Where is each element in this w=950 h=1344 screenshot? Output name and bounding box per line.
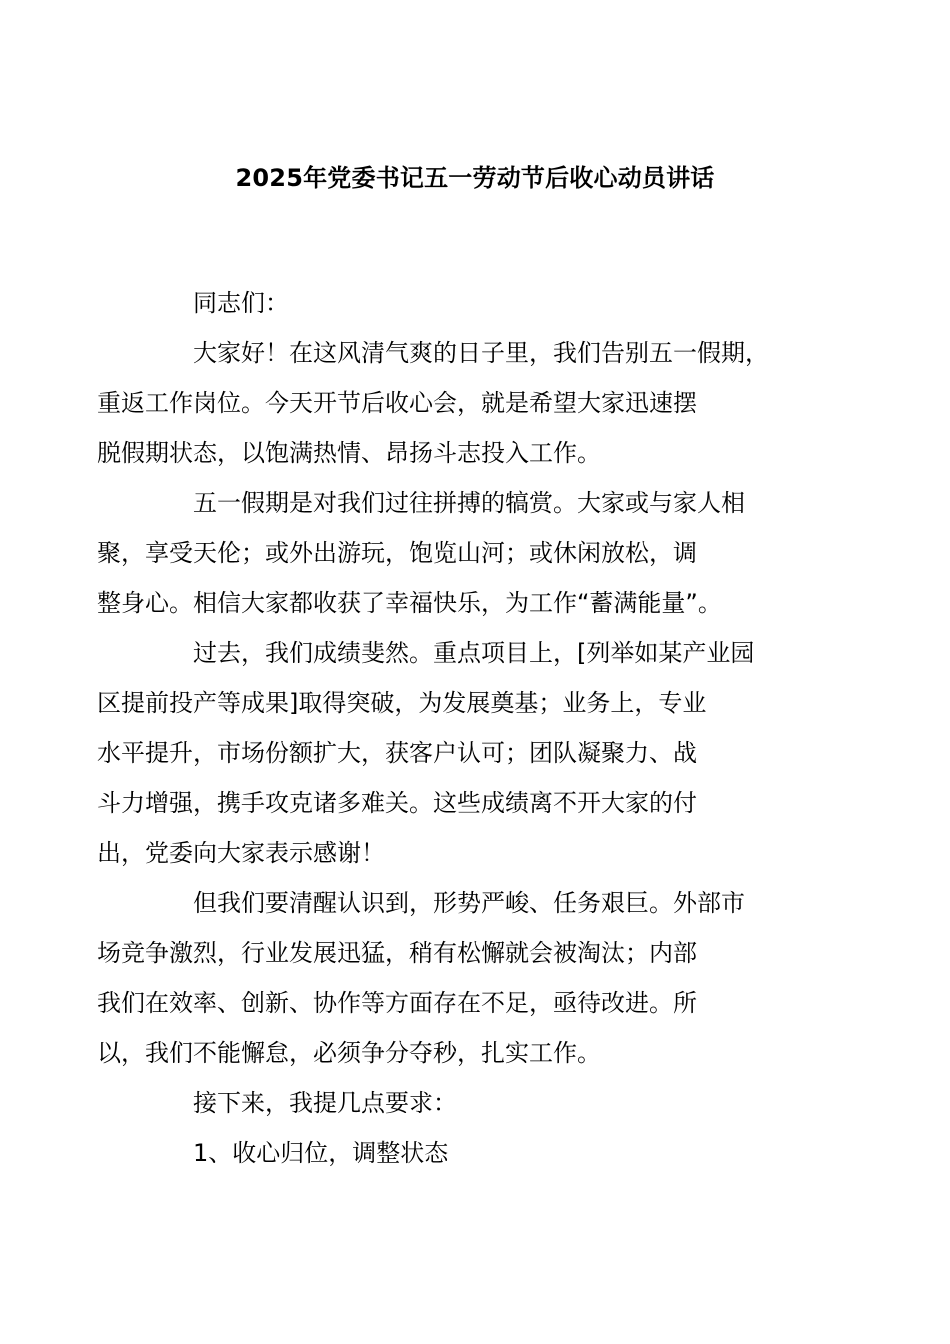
requirements-intro-paragraph (145, 1078, 835, 1128)
paragraph-line: 出，党委向大家表示感谢！ (97, 839, 385, 867)
paragraph-line: 我们在效率、创新、协作等方面存在不足，亟待改进。所 (97, 989, 697, 1017)
paragraph-line: 过去，我们成绩斐然。重点项目上，[列举如某产业园 (193, 639, 755, 667)
salutation-paragraph (145, 278, 835, 328)
document-body (97, 278, 835, 1178)
greeting-paragraph (97, 328, 835, 478)
paragraph-line: 1、收心归位，调整状态 (193, 1139, 449, 1167)
paragraph-line: 以，我们不能懈怠，必须争分夺秒，扎实工作。 (97, 1039, 601, 1067)
paragraph-line: 场竞争激烈，行业发展迅猛，稍有松懈就会被淘汰；内部 (97, 939, 697, 967)
paragraph-line: 水平提升，市场份额扩大，获客户认可；团队凝聚力、战 (97, 739, 697, 767)
paragraph-line: 但我们要清醒认识到，形势严峻、任务艰巨。外部市 (193, 889, 745, 917)
challenges-paragraph (97, 878, 835, 1078)
paragraph-line: 斗力增强，携手攻克诸多难关。这些成绩离不开大家的付 (97, 789, 697, 817)
paragraph-line: 接下来，我提几点要求： (193, 1089, 457, 1117)
holiday-paragraph (97, 478, 835, 628)
paragraph-line: 五一假期是对我们过往拼搏的犒赏。大家或与家人相 (193, 489, 745, 517)
section-heading-1 (145, 1128, 835, 1178)
paragraph-line: 重返工作岗位。今天开节后收心会，就是希望大家迅速摆 (97, 389, 697, 417)
achievements-paragraph (97, 628, 835, 878)
paragraph-line: 整身心。相信大家都收获了幸福快乐，为工作“蓄满能量”。 (97, 589, 722, 617)
paragraph-line: 同志们： (193, 289, 289, 317)
paragraph-line: 聚，享受天伦；或外出游玩，饱览山河；或休闲放松，调 (97, 539, 697, 567)
paragraph-line: 脱假期状态，以饱满热情、昂扬斗志投入工作。 (97, 439, 601, 467)
paragraph-line: 大家好！在这风清气爽的日子里，我们告别五一假期， (193, 339, 769, 367)
document-title: 2025年党委书记五一劳动节后收心动员讲话 (235, 164, 715, 192)
paragraph-line: 区提前投产等成果]取得突破，为发展奠基；业务上，专业 (97, 689, 707, 717)
